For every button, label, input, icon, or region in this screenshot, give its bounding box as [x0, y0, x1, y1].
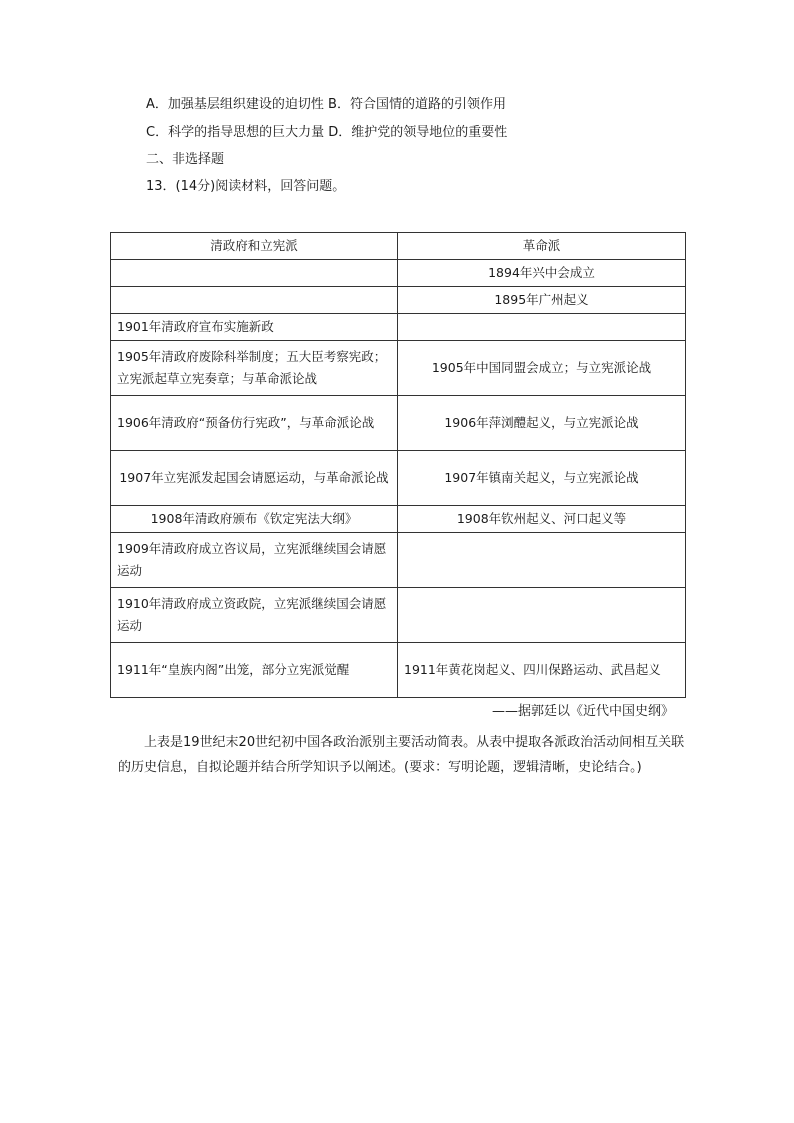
table-row — [111, 314, 686, 341]
cell-left: 1910年清政府成立资政院，立宪派继续国会请愿运动 — [111, 588, 398, 643]
table-row — [111, 643, 686, 698]
option-a-b: A．加强基层组织建设的迫切性 B．符合国情的道路的引领作用 — [146, 97, 506, 112]
table-row — [111, 533, 686, 588]
table-header-row — [111, 233, 686, 260]
cell-left: 1905年清政府废除科举制度；五大臣考察宪政；立宪派起草立宪奏章；与革命派论战 — [111, 341, 398, 396]
cell-left: 1901年清政府宣布实施新政 — [111, 314, 398, 341]
cell-right — [398, 314, 686, 341]
cell-right: 1894年兴中会成立 — [398, 260, 686, 287]
table-row — [111, 588, 686, 643]
cell-right — [398, 588, 686, 643]
cell-left: 1906年清政府“预备仿行宪政”，与革命派论战 — [111, 396, 398, 451]
cell-right: 1911年黄花岗起义、四川保路运动、武昌起义 — [398, 643, 686, 698]
header-qing-constitutional: 清政府和立宪派 — [111, 233, 398, 260]
history-table — [110, 232, 686, 698]
table-row — [111, 451, 686, 506]
cell-left: 1908年清政府颁布《钦定宪法大纲》 — [111, 506, 398, 533]
section-title: 二、非选择题 — [146, 152, 225, 167]
table-row — [111, 506, 686, 533]
cell-right: 1908年钦州起义、河口起义等 — [398, 506, 686, 533]
cell-left: 1909年清政府成立咨议局，立宪派继续国会请愿运动 — [111, 533, 398, 588]
cell-right: 1895年广州起义 — [398, 287, 686, 314]
cell-left: 1907年立宪派发起国会请愿运动，与革命派论战 — [111, 451, 398, 506]
cell-left — [111, 260, 398, 287]
source-citation: ——据郭廷以《近代中国史纲》 — [491, 704, 674, 719]
table-row — [111, 396, 686, 451]
option-c-d: C．科学的指导思想的巨大力量 D．维护党的领导地位的重要性 — [146, 125, 508, 140]
cell-right — [398, 533, 686, 588]
cell-left — [111, 287, 398, 314]
table-row — [111, 260, 686, 287]
table-row — [111, 287, 686, 314]
question-13: 13．(14分)阅读材料，回答问题。 — [146, 179, 346, 194]
header-revolutionary: 革命派 — [398, 233, 686, 260]
cell-left: 1911年“皇族内阁”出笼，部分立宪派觉醒 — [111, 643, 398, 698]
cell-right: 1905年中国同盟会成立；与立宪派论战 — [398, 341, 686, 396]
table-row — [111, 341, 686, 396]
question-prompt: 上表是19世纪末20世纪初中国各政治派别主要活动简表。从表中提取各派政治活动间相互关联的历史信息，自拟论题并结合所学知识予以阐述。(要求：写明论题，逻辑清晰，史论结合。) — [118, 735, 685, 775]
cell-right: 1907年镇南关起义，与立宪派论战 — [398, 451, 686, 506]
cell-right: 1906年萍浏醴起义，与立宪派论战 — [398, 396, 686, 451]
